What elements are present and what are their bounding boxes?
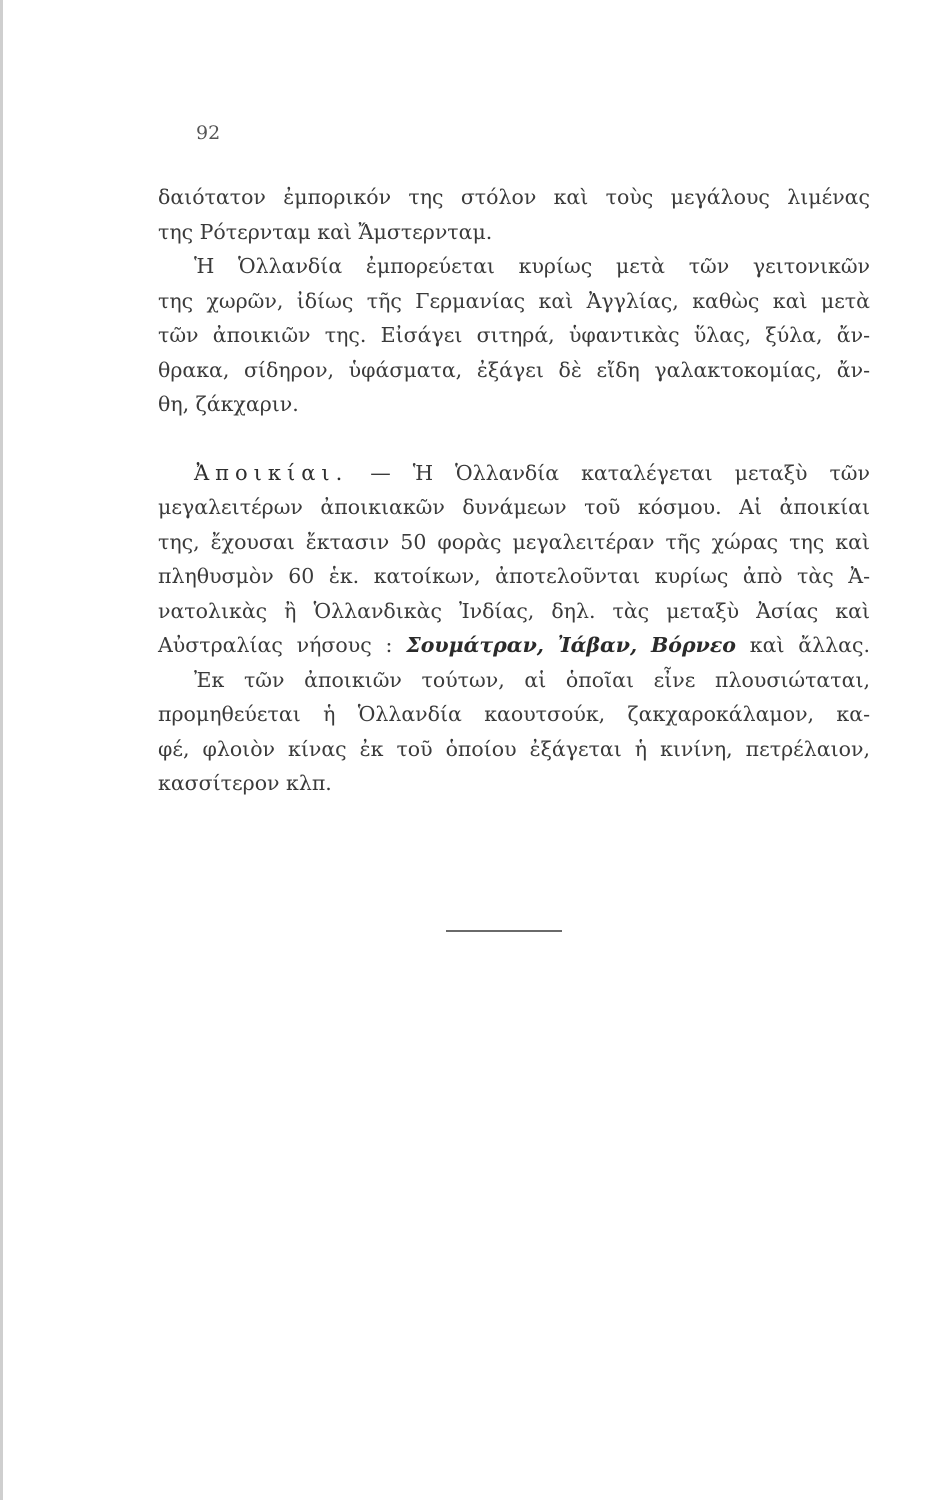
paragraph-1	[158, 180, 870, 249]
text-line: φέ, φλοιὸν κίνας ἐκ τοῦ ὁποίου ἐξάγεται ἡ κινίνη, πετρέλαιον,	[158, 736, 870, 761]
text-line: δαιότατον ἐμπορικόν της στόλον καὶ τοὺς μεγάλους λιμένας	[158, 185, 870, 209]
island-name: Σουμάτραν,	[406, 633, 544, 657]
text-line	[158, 456, 870, 491]
text-line	[158, 628, 870, 663]
page-edge	[0, 0, 3, 1500]
page-body	[158, 180, 870, 801]
heading-line-rest: — Ἡ Ὁλλανδία καταλέγεται μεταξὺ τῶν	[370, 460, 870, 485]
text-line: νατολικὰς ἢ Ὁλλανδικὰς Ἰνδίας, δηλ. τὰς μεταξὺ Ἀσίας καὶ	[158, 598, 870, 623]
text-line: προμηθεύεται ἡ Ὁλλανδία καουτσούκ, ζακχαροκάλαμον, κα-	[158, 702, 870, 726]
page-number: 92	[196, 122, 221, 144]
text-line: τῶν ἀποικιῶν της. Εἰσάγει σιτηρά, ὑφαντικὰς ὕλας, ξύλα, ἄν-	[158, 323, 870, 347]
text-line: Ἐκ τῶν ἀποικιῶν τούτων, αἱ ὁποῖαι εἶνε πλουσιώταται,	[194, 667, 870, 692]
islands-outro: καὶ ἄλλας.	[749, 633, 870, 657]
paragraph-2	[158, 249, 870, 422]
section-heading: Ἀποικίαι.	[194, 460, 349, 485]
island-name: Ἰάβαν,	[557, 633, 638, 657]
text-line: κασσίτερον κλπ.	[158, 771, 332, 795]
paragraph-3	[158, 456, 870, 663]
paragraph-gap	[158, 422, 870, 456]
text-line: Ἡ Ὁλλανδία ἐμπορεύεται κυρίως μετὰ τῶν γειτονικῶν	[194, 254, 870, 278]
text-line: της, ἔχουσαι ἔκτασιν 50 φορὰς μεγαλειτέραν τῆς χώρας της καὶ	[158, 529, 870, 554]
text-line: πληθυσμὸν 60 ἑκ. κατοίκων, ἀποτελοῦνται κυρίως ἀπὸ τὰς Ἀ-	[158, 564, 870, 588]
text-line: της Ρότερνταμ καὶ Ἄμστερνταμ.	[158, 219, 493, 244]
text-line: θρακα, σίδηρον, ὑφάσματα, ἐξάγει δὲ εἴδη γαλακτοκομίας, ἄν-	[158, 357, 870, 382]
text-line: της χωρῶν, ἰδίως τῆς Γερμανίας καὶ Ἀγγλίας, καθὼς καὶ μετὰ	[158, 288, 870, 313]
islands-intro: Αὐστραλίας νήσους :	[158, 633, 393, 657]
text-line: μεγαλειτέρων ἀποικιακῶν δυνάμεων τοῦ κόσμου. Αἱ ἀποικίαι	[158, 495, 870, 519]
text-line: θη, ζάκχαριν.	[158, 392, 299, 416]
section-divider	[446, 930, 562, 932]
island-name: Βόρνεο	[650, 633, 736, 657]
paragraph-4	[158, 663, 870, 801]
